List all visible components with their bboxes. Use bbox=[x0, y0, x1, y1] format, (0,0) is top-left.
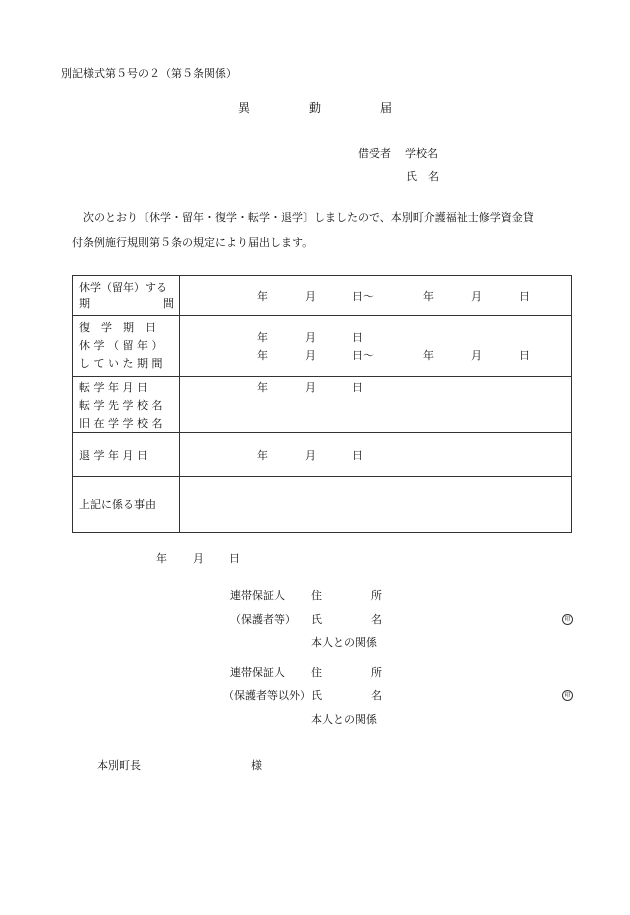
transfer-year: 年 bbox=[257, 381, 268, 394]
return-month: 月 bbox=[305, 331, 316, 344]
school-name-label: 学校名 bbox=[405, 147, 438, 160]
taken-start-month: 月 bbox=[305, 349, 316, 362]
leave-start-day: 日～ bbox=[352, 290, 374, 303]
guarantor-1-relation-label: 本人との関係 bbox=[311, 636, 377, 649]
table-row-divider bbox=[73, 376, 571, 377]
leave-end-year: 年 bbox=[423, 290, 434, 303]
leave-period-label-ki: 期 bbox=[79, 297, 90, 310]
transfer-day: 日 bbox=[352, 381, 363, 394]
guarantor-2-name-label-a: 氏 bbox=[311, 689, 322, 702]
taken-start-year: 年 bbox=[257, 349, 268, 362]
guarantor-2-name-label-b: 名 bbox=[371, 689, 382, 702]
transfer-month: 月 bbox=[305, 381, 316, 394]
title-char-1: 異 bbox=[238, 101, 251, 115]
submission-month: 月 bbox=[193, 552, 204, 565]
former-school-label: 旧 在 学 学 校 名 bbox=[79, 417, 163, 430]
borrower-label: 借受者 bbox=[358, 147, 391, 160]
guarantor-1-address-label-b: 所 bbox=[371, 589, 382, 602]
leave-start-month: 月 bbox=[305, 290, 316, 303]
taken-end-day: 日 bbox=[519, 349, 530, 362]
taken-end-year: 年 bbox=[423, 349, 434, 362]
guarantor-2-type: （保護者等以外） bbox=[223, 689, 311, 702]
taken-end-month: 月 bbox=[471, 349, 482, 362]
form-number: 別記様式第５号の２（第５条関係） bbox=[61, 67, 237, 80]
return-year: 年 bbox=[257, 331, 268, 344]
leave-end-day: 日 bbox=[519, 290, 530, 303]
leave-period-label-line1: 休学（留年）する bbox=[79, 281, 167, 294]
leave-taken-label-line2: し て い た 期 間 bbox=[79, 357, 163, 370]
withdraw-month: 月 bbox=[305, 449, 316, 462]
title-char-2: 動 bbox=[309, 101, 322, 115]
body-text-line-2: 付条例施行規則第５条の規定により届出します。 bbox=[72, 236, 314, 249]
leave-period-label-kan: 間 bbox=[163, 297, 174, 310]
table-row-divider bbox=[73, 315, 571, 316]
addressee-name: 本別町長 bbox=[97, 759, 141, 772]
guarantor-2-seal-icon: 印 bbox=[562, 690, 573, 701]
withdraw-year: 年 bbox=[257, 449, 268, 462]
withdraw-day: 日 bbox=[352, 449, 363, 462]
reason-label: 上記に係る事由 bbox=[79, 498, 156, 511]
transfer-school-label: 転 学 先 学 校 名 bbox=[79, 399, 163, 412]
transfer-date-label: 転 学 年 月 日 bbox=[79, 381, 148, 394]
guarantor-1-seal-icon: 印 bbox=[562, 614, 573, 625]
table-row-divider bbox=[73, 432, 571, 433]
guarantor-1-role: 連帯保証人 bbox=[230, 589, 285, 602]
submission-day: 日 bbox=[229, 552, 240, 565]
leave-end-month: 月 bbox=[471, 290, 482, 303]
guarantor-1-address-label-a: 住 bbox=[311, 589, 322, 602]
submission-year: 年 bbox=[156, 552, 167, 565]
guarantor-1-type: （保護者等） bbox=[230, 613, 296, 626]
leave-start-year: 年 bbox=[257, 290, 268, 303]
addressee-honorific: 様 bbox=[251, 759, 262, 772]
guarantor-1-name-label-b: 名 bbox=[371, 613, 382, 626]
applicant-name-label: 氏 名 bbox=[406, 170, 439, 183]
return-date-label: 復 学 期 日 bbox=[79, 321, 156, 334]
title-char-3: 届 bbox=[380, 101, 393, 115]
guarantor-2-address-label-b: 所 bbox=[371, 666, 382, 679]
guarantor-1-name-label-a: 氏 bbox=[311, 613, 322, 626]
taken-start-day: 日～ bbox=[352, 349, 374, 362]
leave-taken-label-line1: 休 学 （ 留 年 ） bbox=[79, 339, 163, 352]
guarantor-2-address-label-a: 住 bbox=[311, 666, 322, 679]
return-day: 日 bbox=[352, 331, 363, 344]
guarantor-2-relation-label: 本人との関係 bbox=[311, 713, 377, 726]
guarantor-2-role: 連帯保証人 bbox=[230, 666, 285, 679]
table-row-divider bbox=[73, 476, 571, 477]
body-text-line-1: 次のとおり〔休学・留年・復学・転学・退学〕しましたので、本別町介護福祉士修学資金貸 bbox=[83, 211, 534, 224]
notification-table bbox=[72, 275, 572, 533]
withdraw-date-label: 退 学 年 月 日 bbox=[79, 449, 148, 462]
